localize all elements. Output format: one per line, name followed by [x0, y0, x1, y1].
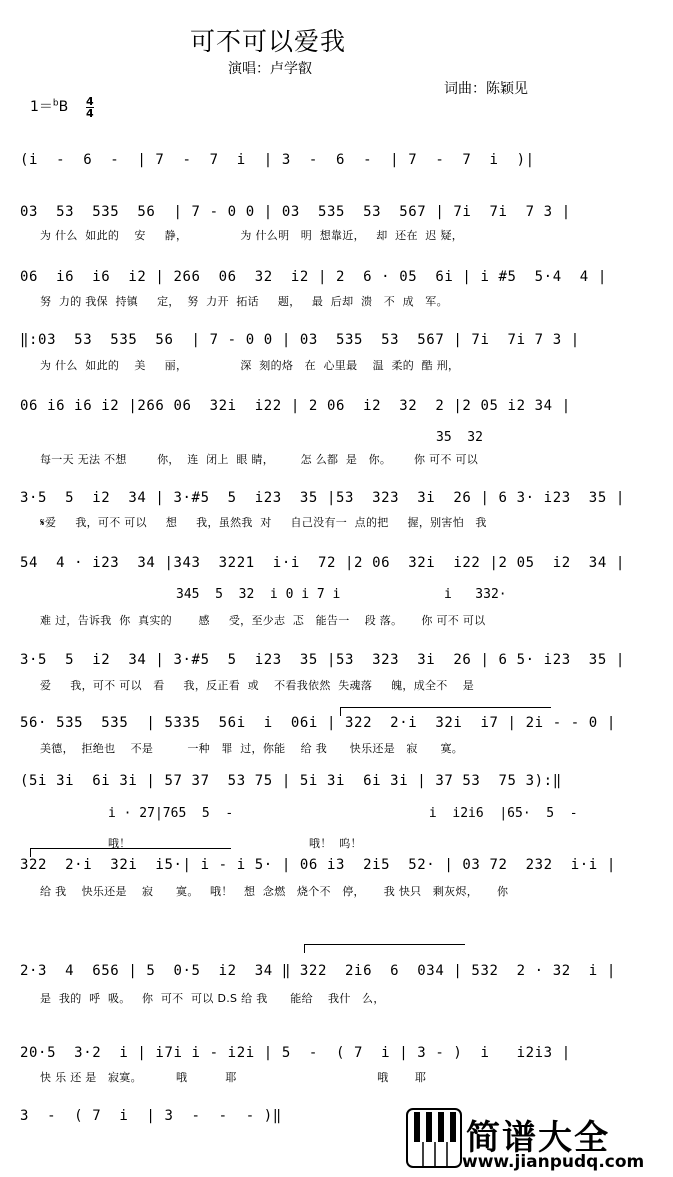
lyrics-line-11: 给 我 快乐还是 寂 寞。 哦！ 想 念燃 烧个不 停， 我 快只 剩灰烬， 你	[40, 885, 509, 898]
lyrics-line-7: 难 过，告诉我 你 真实的 感 受，至少志 忑 能告一 段 落。 你 可不 可以	[40, 614, 486, 627]
notation-line-6: 3·5 5 i2 34 | 3·#5 5 i23 35 |53 323 3i 26 | 6 3· i23 35 |	[20, 490, 625, 506]
lyrics-line-12: 是 我的 呼 吸。 你 可不 可以 D.S 给 我 能给 我什 么，	[40, 992, 385, 1005]
notation-line-10: (5i 3i 6i 3i | 57 37 53 75 | 5i 3i 6i 3i | 37 53 75 3):‖	[20, 773, 562, 789]
singer-credit: 演唱：卢学叡	[228, 61, 312, 77]
song-title: 可不可以爱我	[190, 27, 347, 56]
notation-line-4: ‖:03 53 535 56 | 7 - 0 0 | 03 535 53 567 | 7i 7i 7 3 |	[20, 332, 580, 348]
lyrics-line-9: 美德， 拒绝也 不是 一种 罪 过，你能 给 我 快乐还是 寂 寞。	[40, 742, 464, 755]
notation-line-11: 322 2·i 32i i5·| i - i 5· | 06 i3 2i5 52· | 03 72 232 i·i |	[20, 857, 616, 873]
site-name: 简谱大全	[466, 1118, 610, 1158]
key-flat: b	[52, 98, 59, 109]
notation-line-5: 06 i6 i6 i2 |266 06 32i i22 | 2 06 i2 32 2 |2 05 i2 34 |	[20, 398, 571, 414]
second-ending-bracket	[30, 848, 231, 857]
notation-subline-7b: i 332·	[444, 587, 507, 602]
notation-line-2: 03 53 535 56 | 7 - 0 0 | 03 535 53 567 | 7i 7i 7 3 |	[20, 204, 571, 220]
lyrics-subline-10: 哦！ 哦！ 呜！	[108, 837, 362, 850]
lyrics-line-5: 每一天 无法 不想 你， 连 闭上 眼 睛， 怎 么都 是 你。 你 可不 可以	[40, 453, 479, 466]
notation-line-14: 3 - ( 7 i | 3 - - - )‖	[20, 1108, 282, 1124]
piano-keys-logo	[406, 1108, 462, 1168]
lyrics-line-4: 为 什么 如此的 美 丽， 深 刻的烙 在 心里最 温 柔的 酷 刑，	[40, 359, 460, 372]
lyrics-line-8: 爱 我，可不 可以 看 我，反正看 或 不看我依然 失魂落 魄，成全不 是	[40, 679, 475, 692]
key-signature	[30, 96, 68, 116]
notation-line-8: 3·5 5 i2 34 | 3·#5 5 i23 35 |53 323 3i 26 | 6 5· i23 35 |	[20, 652, 625, 668]
lyrics-line-6: 𝄋爱 我，可不 可以 想 我，虽然我 对 自己没有一 点的把 握，别害怕 我	[40, 516, 487, 529]
notation-line-12: 2·3 4 656 | 5 0·5 i2 34 ‖ 322 2i6 6 034 | 532 2 · 32 i |	[20, 963, 616, 979]
key-note: B	[58, 99, 69, 115]
time-signature-bottom: 4	[86, 107, 94, 120]
time-signature	[86, 96, 94, 119]
key-prefix: 1＝	[30, 99, 53, 115]
time-signature-top: 4	[86, 95, 94, 108]
lyrics-line-3: 努 力的 我保 持镇 定， 努 力开 拓话 题， 最 后却 溃 不 成 军。	[40, 295, 448, 308]
notation-line-7: 54 4 · i23 34 |343 3221 i·i 72 |2 06 32i i22 |2 05 i2 34 |	[20, 555, 625, 571]
lyricist-composer-credit: 词曲：陈颖见	[444, 81, 528, 97]
notation-subline-5: 35 32	[436, 430, 483, 445]
notation-line-3: 06 i6 i6 i2 | 266 06 32 i2 | 2 6 · 05 6i | i #5 5·4 4 |	[20, 269, 607, 285]
lyrics-line-2: 为 什么 如此的 安 静， 为 什么明 明 想靠近， 却 还在 迟 疑，	[40, 229, 464, 242]
notation-line-9: 56· 535 535 | 5335 56i i 06i | 322 2·i 32i i7 | 2i - - 0 |	[20, 715, 616, 731]
notation-subline-10: i · 27|765 5 - i i2i6 |65· 5 -	[108, 806, 578, 821]
site-url: www.jianpudq.com	[462, 1152, 645, 1172]
third-ending-bracket	[304, 944, 465, 953]
notation-line-1: (i - 6 - | 7 - 7 i | 3 - 6 - | 7 - 7 i )|	[20, 152, 535, 168]
notation-subline-7a: 345 5 32 i 0 i 7 i	[176, 587, 341, 602]
notation-line-13: 20·5 3·2 i | i7i i - i2i | 5 - ( 7 i | 3 - ) i i2i3 |	[20, 1045, 571, 1061]
lyrics-line-13: 快 乐 还 是 寂寞。 哦 耶 哦 耶	[40, 1071, 427, 1084]
